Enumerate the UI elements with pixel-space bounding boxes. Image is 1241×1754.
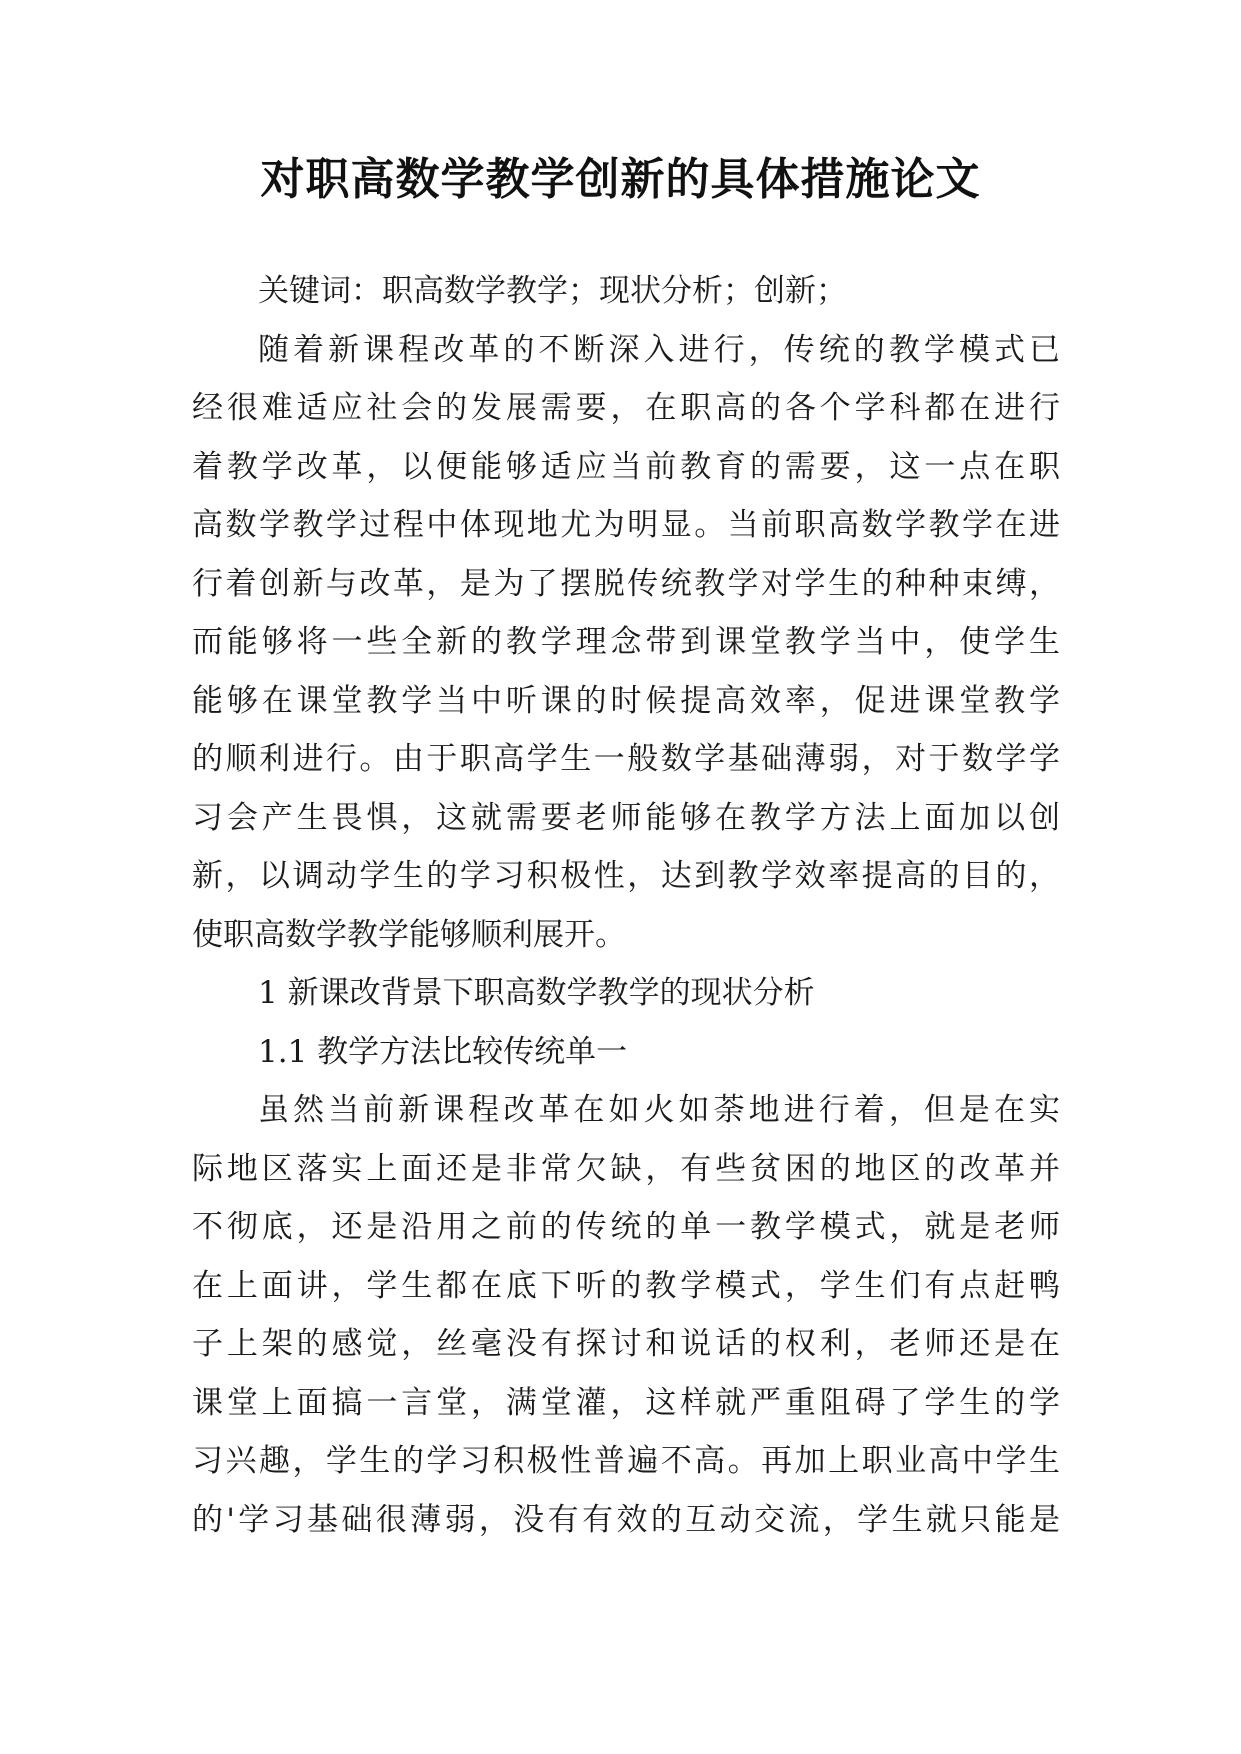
text-line: 的顺利进行。由于职高学生一般数学基础薄弱，对于数学学 [192,741,1060,777]
text-line: 能够在课堂教学当中听课的时候提高效率，促进课堂教学 [192,682,1060,719]
text-line: 使职高数学教学能够顺利展开。 [192,916,626,953]
text-line: 随着新课程改革的不断深入进行，传统的教学模式已 [258,331,1060,368]
text-line: 子上架的感觉，丝毫没有探讨和说话的权利，老师还是在 [192,1326,1060,1362]
text-line: 高数学教学过程中体现地尤为明显。当前职高数学教学在进 [192,507,1060,543]
text-line: 1.1 教学方法比较传统单一 [258,1033,628,1070]
text-line: 关键词：职高数学教学；现状分析；创新； [258,273,847,309]
text-line: 习兴趣，学生的学习积极性普遍不高。再加上职业高中学生 [192,1443,1060,1479]
document-title: 对职高数学教学创新的具体措施论文 [260,154,981,205]
text-line: 习会产生畏惧，这就需要老师能够在教学方法上面加以创 [192,799,1060,836]
document-body [192,262,1060,1549]
text-line: 虽然当前新课程改革在如火如荼地进行着，但是在实 [258,1092,1060,1128]
text-line: 1 新课改背景下职高数学教学的现状分析 [258,975,815,1011]
text-line: 的'学习基础很薄弱，没有有效的互动交流，学生就只能是 [192,1501,1060,1538]
text-line: 而能够将一些全新的教学理念带到课堂教学当中，使学生 [192,624,1060,660]
text-line: 际地区落实上面还是非常欠缺，有些贫困的地区的改革并 [192,1150,1060,1187]
text-line: 行着创新与改革，是为了摆脱传统教学对学生的种种束缚， [192,565,1060,602]
text-line: 课堂上面搞一言堂，满堂灌，这样就严重阻碍了学生的学 [192,1384,1060,1421]
text-line: 着教学改革，以便能够适应当前教育的需要，这一点在职 [192,448,1060,485]
text-line: 新，以调动学生的学习积极性，达到教学效率提高的目的， [192,858,1060,894]
text-line: 经很难适应社会的发展需要，在职高的各个学科都在进行 [192,390,1060,426]
text-line: 在上面讲，学生都在底下听的教学模式，学生们有点赶鸭 [192,1267,1060,1304]
text-line: 不彻底，还是沿用之前的传统的单一教学模式，就是老师 [192,1209,1060,1245]
